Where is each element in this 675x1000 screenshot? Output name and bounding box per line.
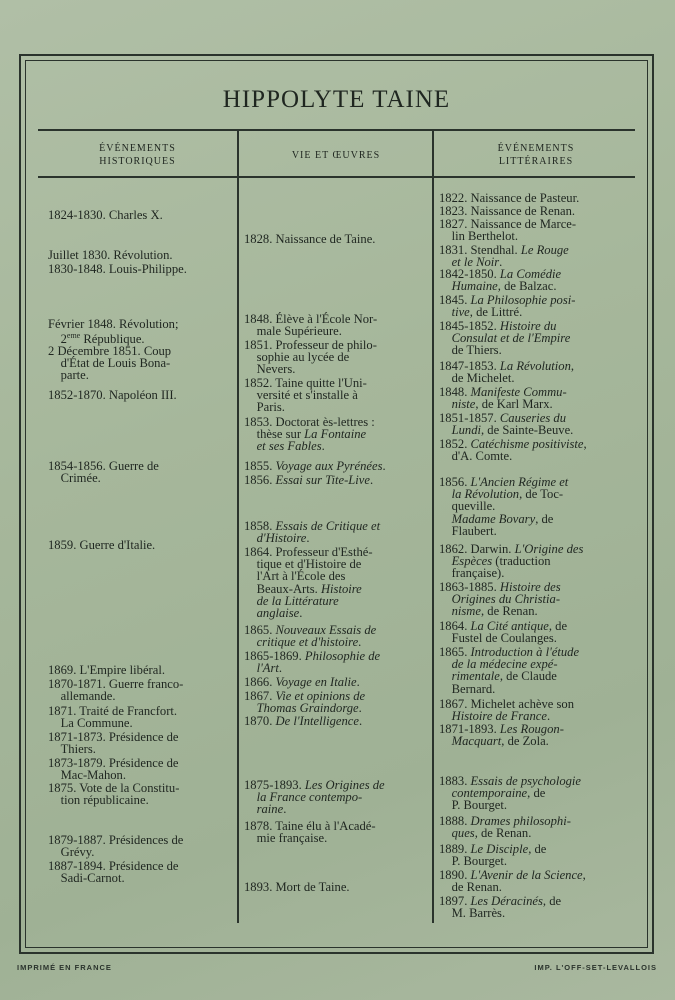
footer-printer: IMP. L'OFF-SET-LEVALLOIS	[534, 963, 657, 972]
life-work-entry: 1893. Mort de Taine.	[244, 880, 350, 894]
literary-event: 1831. Stendhal. Le Rouge et le Noir.	[439, 243, 569, 270]
title-rule	[38, 129, 635, 131]
life-work-entry: 1867. Vie et opinions de Thomas Graindorge.	[244, 689, 366, 716]
historical-event: 1879-1887. Présidences de Grévy.	[48, 833, 184, 860]
column-divider-left	[237, 129, 239, 923]
historical-event: 1887-1894. Présidence de Sadi-Carnot.	[48, 859, 179, 886]
literary-event: 1851-1857. Causeries du Lundi, de Sainte-Beuve.	[439, 411, 574, 438]
historical-event: 1875. Vote de la Constitu- tion républicaine.	[48, 781, 180, 808]
literary-event: 1864. La Cité antique, de Fustel de Coulanges.	[439, 619, 568, 646]
life-work-entry: 1856. Essai sur Tite-Live.	[244, 473, 374, 487]
life-work-entry: 1851. Professeur de philo- sophie au lycée de Nevers.	[244, 338, 377, 377]
literary-event: 1823. Naissance de Renan.	[439, 204, 576, 218]
literary-event: 1883. Essais de psychologie contemporaine, de P. Bourget.	[439, 774, 582, 813]
header-literary-line1: ÉVÉNEMENTS	[497, 143, 575, 154]
literary-event: 1848. Manifeste Commu- niste, de Karl Marx.	[439, 385, 567, 412]
literary-event: 1852. Catéchisme positiviste, d'A. Comte.	[439, 437, 587, 464]
header-literary-line2: LITTÉRAIRES	[498, 156, 574, 167]
life-work-entry: 1875-1893. Les Origines de la France contempo- raine.	[244, 778, 385, 817]
page-title: HIPPOLYTE TAINE	[222, 86, 451, 113]
literary-event: 1845. La Philosophie posi- tive, de Littré.	[439, 293, 576, 320]
header-historical	[40, 142, 235, 168]
life-work-entry: 1848. Élève à l'École Nor- male Supérieure.	[244, 312, 378, 339]
life-work-entry: 1870. De l'Intelligence.	[244, 714, 363, 728]
historical-event: 1830-1848. Louis-Philippe.	[48, 262, 187, 276]
life-work-entry: 1852. Taine quitte l'Uni- versité et s'installe à Paris.	[244, 376, 367, 415]
historical-event: 1873-1879. Présidence de Mac-Mahon.	[48, 756, 179, 783]
historical-event: 1871. Traité de Francfort. La Commune.	[48, 704, 178, 731]
literary-event: 1890. L'Avenir de la Science, de Renan.	[439, 868, 586, 895]
historical-event: 1852-1870. Napoléon III.	[48, 388, 177, 402]
historical-event: 1871-1873. Présidence de Thiers.	[48, 730, 179, 757]
literary-event: 1889. Le Disciple, de P. Bourget.	[439, 842, 547, 869]
historical-event: Juillet 1830. Révolution.	[48, 248, 173, 262]
life-work-entry: 1828. Naissance de Taine.	[244, 232, 376, 246]
column-divider-right	[432, 129, 434, 923]
footer-printed-in: IMPRIMÉ EN FRANCE	[17, 963, 112, 972]
historical-event: 1824-1830. Charles X.	[48, 208, 163, 222]
literary-event: 1862. Darwin. L'Origine des Espèces (traduction française).	[439, 542, 584, 581]
life-work-entry: 1864. Professeur d'Esthé- tique et d'Histoire de l'Art à l'École des Beaux-Arts. Histoire de la Littérature anglaise.	[244, 545, 373, 621]
life-work-entry: 1858. Essais de Critique et d'Histoire.	[244, 519, 381, 546]
header-life-works-line1: VIE ET ŒUVRES	[291, 150, 381, 161]
literary-event: 1842-1850. La Comédie Humaine, de Balzac.	[439, 267, 562, 294]
header-life-works	[240, 149, 432, 162]
life-work-entry: 1853. Doctorat ès-lettres : thèse sur La Fontaine et ses Fables.	[244, 415, 375, 454]
literary-event: 1871-1893. Les Rougon- Macquart, de Zola.	[439, 722, 564, 749]
historical-event: 1859. Guerre d'Italie.	[48, 538, 156, 552]
life-work-entry: 1855. Voyage aux Pyrénées.	[244, 459, 386, 473]
life-work-entry: 1865-1869. Philosophie de l'Art.	[244, 649, 381, 676]
header-historical-line1: ÉVÉNEMENTS	[99, 143, 176, 154]
literary-event: 1863-1885. Histoire des Origines du Christia- nisme, de Renan.	[439, 580, 561, 619]
literary-event: 1888. Drames philosophi- ques, de Renan.	[439, 814, 571, 841]
literary-event: 1867. Michelet achève son Histoire de France.	[439, 697, 574, 724]
literary-event: 1827. Naissance de Marce- lin Berthelot.	[439, 217, 577, 244]
historical-event: 1870-1871. Guerre franco- allemande.	[48, 677, 184, 704]
life-work-entry: 1878. Taine élu à l'Acadé- mie française.	[244, 819, 376, 846]
literary-event: 1847-1853. La Révolution, de Michelet.	[439, 359, 575, 386]
literary-event: 1897. Les Déracinés, de M. Barrès.	[439, 894, 562, 921]
historical-event: 1854-1856. Guerre de Crimée.	[48, 459, 159, 486]
header-historical-line2: HISTORIQUES	[99, 156, 176, 167]
life-work-entry: 1865. Nouveaux Essais de critique et d'histoire.	[244, 623, 377, 650]
literary-event: 1856. L'Ancien Régime et la Révolution, de Toc- queville. Madame Bovary, de Flaubert.	[439, 475, 569, 538]
literary-event: 1845-1852. Histoire du Consulat et de l'Empire de Thiers.	[439, 319, 571, 358]
historical-event: 1869. L'Empire libéral.	[48, 663, 165, 677]
literary-event: 1822. Naissance de Pasteur.	[439, 191, 580, 205]
header-literary	[436, 142, 636, 168]
literary-event: 1865. Introduction à l'étude de la médecine expé- rimentale, de Claude Bernard.	[439, 645, 580, 696]
historical-event: 2 Décembre 1851. Coup d'État de Louis Bona- parte.	[48, 344, 172, 383]
historical-event: Février 1848. Révolution; 2eme République.	[48, 317, 179, 347]
header-rule	[38, 176, 635, 178]
life-work-entry: 1866. Voyage en Italie.	[244, 675, 360, 689]
